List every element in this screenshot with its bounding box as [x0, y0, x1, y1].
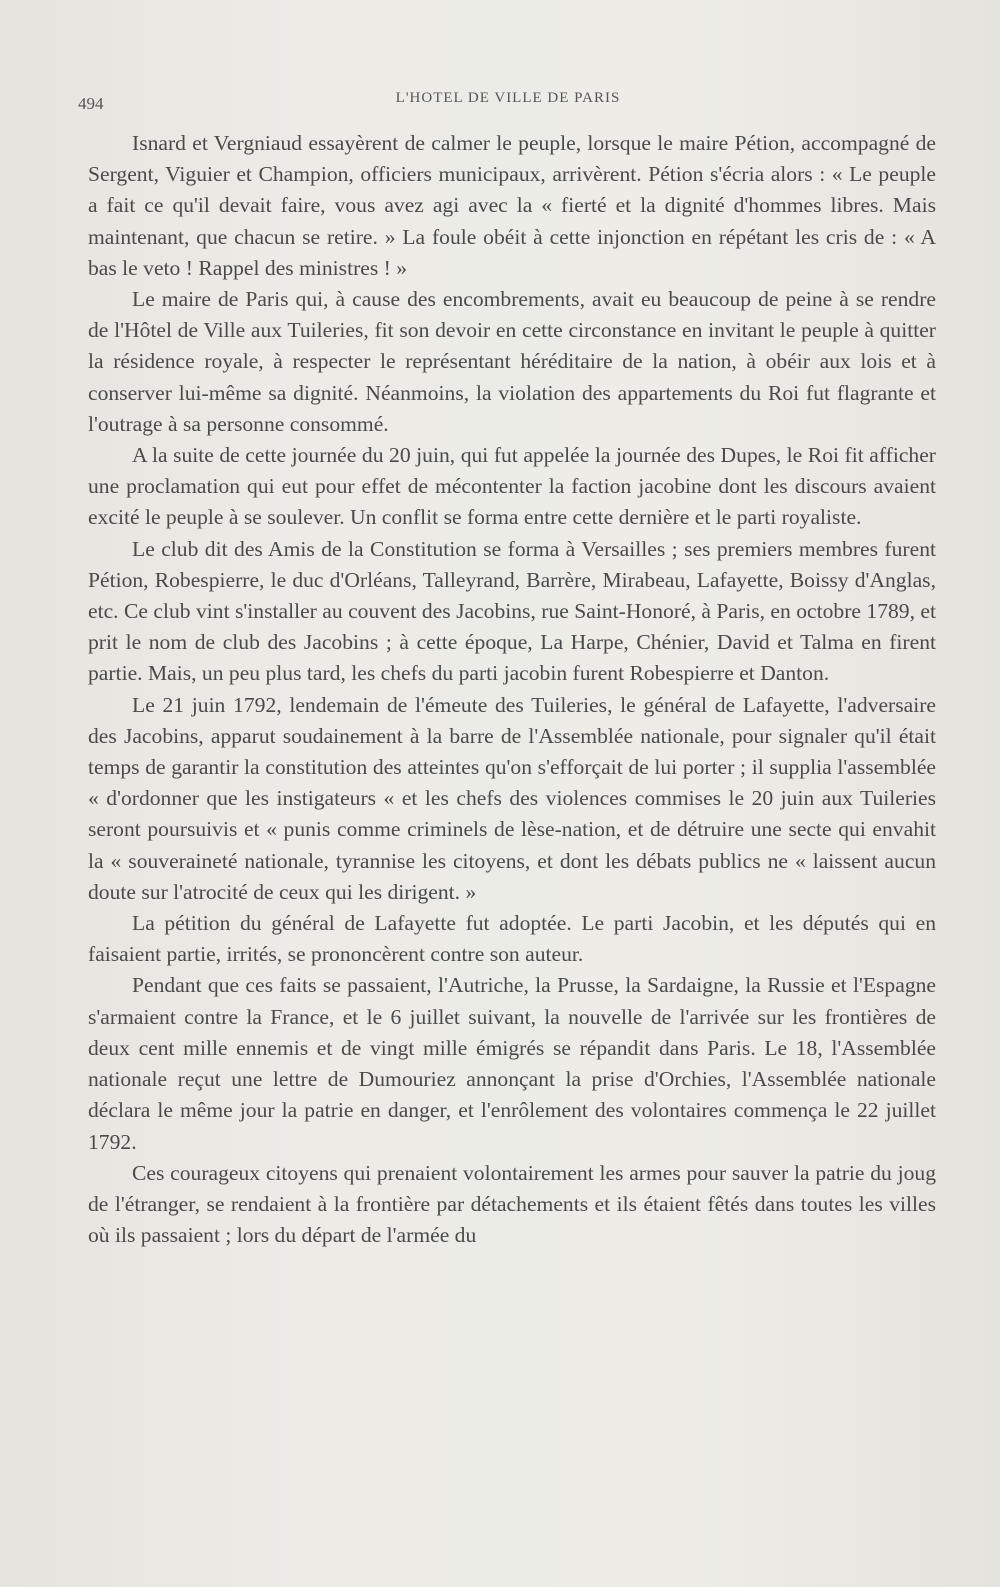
paragraph-8: Ces courageux citoyens qui prenaient volontairement les armes pour sauver la patrie du joug de l'étranger, se rendaient à la frontière par détachements et ils étaient fêtés dans toutes les villes où ils passaient ; lors du départ de l'armée du — [88, 1160, 936, 1248]
paragraph-5: Le 21 juin 1792, lendemain de l'émeute des Tuileries, le général de Lafayette, l'adversaire des Jacobins, apparut soudainement à la barre de l'Assemblée nationale, pour signaler qu'il était temps de garantir la constitution des atteintes qu'on s'efforçait de lui porter ; il supplia l'assemblée « d'ordonner que les instigateurs « et les chefs des violences commises le 20 juin aux Tuileries seront poursuivis et « punis comme criminels de lèse-nation, et de détruire une secte qui envahit la « souveraineté nationale, tyrannise les citoyens, et dont les débats publics ne « laissent aucun doute sur l'atrocité de ceux qui les dirigent. » — [88, 692, 936, 904]
body-text — [88, 128, 936, 1251]
paragraph-7: Pendant que ces faits se passaient, l'Autriche, la Prusse, la Sardaigne, la Russie et l'Espagne s'armaient contre la France, et le 6 juillet suivant, la nouvelle de l'arrivée sur les frontières de deux cent mille ennemis et de vingt mille émigrés se répandit dans Paris. Le 18, l'Assemblée nationale reçut une lettre de Dumouriez annonçant la prise d'Orchies, l'Assemblée nationale déclara le même jour la patrie en danger, et l'enrôlement des volontaires commença le 22 juillet 1792. — [88, 973, 936, 1154]
paragraph-6: La pétition du général de Lafayette fut adoptée. Le parti Jacobin, et les députés qui en faisaient partie, irrités, se prononcèrent contre son auteur. — [88, 911, 936, 967]
paragraph-2: Le maire de Paris qui, à cause des encombrements, avait eu beaucoup de peine à se rendre de l'Hôtel de Ville aux Tuileries, fit son devoir en cette circonstance en invitant le peuple à quitter la résidence royale, à respecter le représentant héréditaire de la nation, à obéir aux lois et à conserver lui-même sa dignité. Néanmoins, la violation des appartements du Roi fut flagrante et l'outrage à sa personne consommé. — [88, 287, 936, 436]
paragraph-1: Isnard et Vergniaud essayèrent de calmer le peuple, lorsque le maire Pétion, accompagné de Sergent, Viguier et Champion, officiers municipaux, arrivèrent. Pétion s'écria alors : « Le peuple a fait ce qu'il devait faire, vous avez agi avec la « fierté et la dignité d'hommes libres. Mais maintenant, que chacun se retire. » La foule obéit à cette injonction en répétant les cris de : « A bas le veto ! Rappel des ministres ! » — [88, 131, 936, 280]
page-header — [78, 88, 938, 112]
running-head: L'HOTEL DE VILLE DE PARIS — [395, 90, 621, 106]
paragraph-3: A la suite de cette journée du 20 juin, qui fut appelée la journée des Dupes, le Roi fit afficher une proclamation qui eut pour effet de mécontenter la faction jacobine dont les discours avaient excité le peuple à se soulever. Un conflit se forma entre cette dernière et le parti royaliste. — [88, 443, 936, 530]
page-number: 494 — [78, 94, 104, 113]
paragraph-4: Le club dit des Amis de la Constitution se forma à Versailles ; ses premiers membres furent Pétion, Robespierre, le duc d'Orléans, Talleyrand, Barrère, Mirabeau, Lafayette, Boissy d'Anglas, etc. Ce club vint s'installer au couvent des Jacobins, rue Saint-Honoré, à Paris, en octobre 1789, et prit le nom de club des Jacobins ; à cette époque, La Harpe, Chénier, David et Talma en firent partie. Mais, un peu plus tard, les chefs du parti jacobin furent Robespierre et Danton. — [88, 536, 936, 686]
